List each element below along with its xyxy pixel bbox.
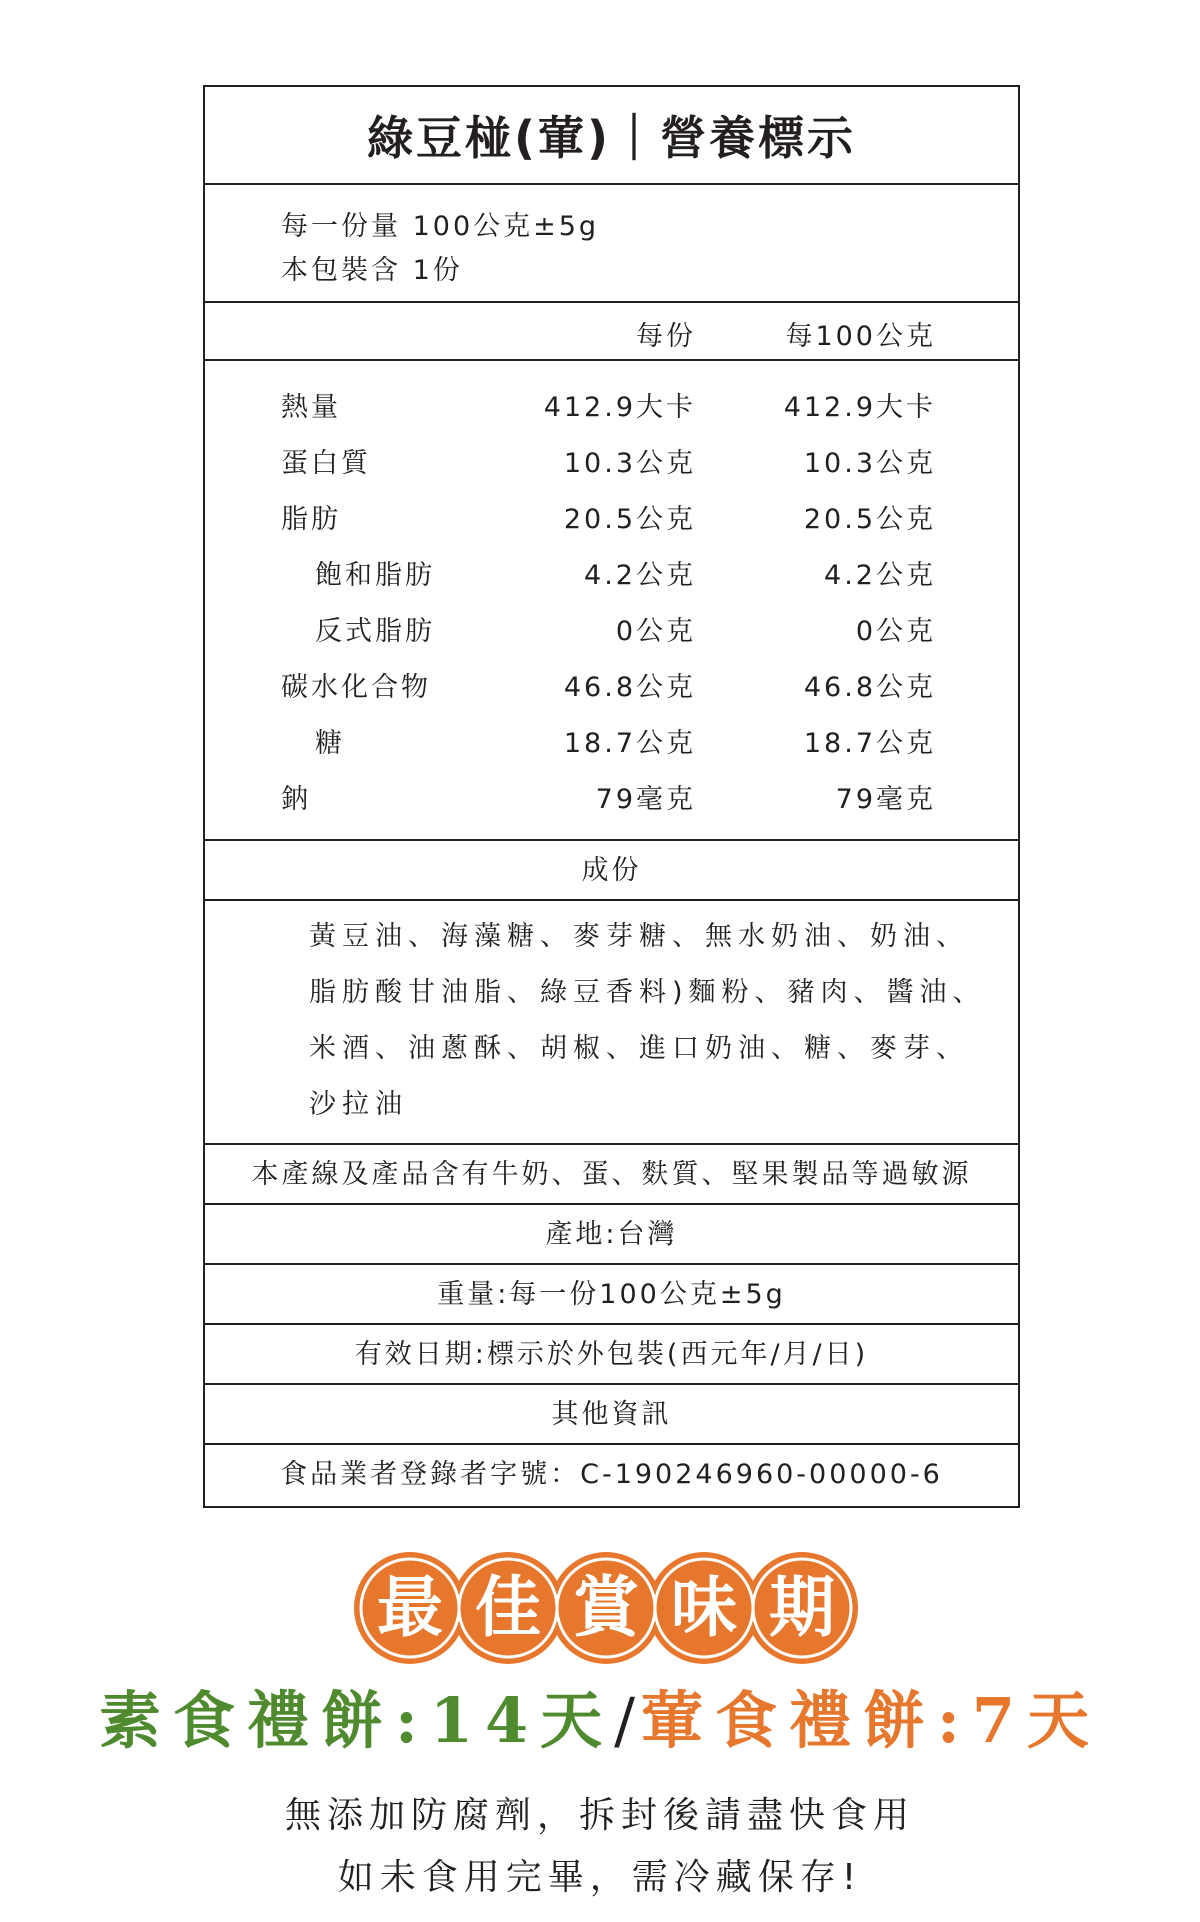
nutrient-value-per-100g: 18.7公克 <box>803 728 936 759</box>
divider <box>205 1203 1018 1205</box>
nutrient-name: 蛋白質 <box>281 448 371 479</box>
nutrient-value-per-serving: 412.9大卡 <box>543 392 696 423</box>
badge-character: 期 <box>769 1568 835 1646</box>
weight: 重量:每一份100公克±5g <box>437 1279 786 1310</box>
best-before-badge <box>340 1548 872 1668</box>
divider <box>205 839 1018 841</box>
nutrient-name: 熱量 <box>281 392 341 423</box>
nutrient-value-per-100g: 46.8公克 <box>803 672 936 703</box>
nutrient-name: 碳水化合物 <box>281 672 431 703</box>
nutrient-value-per-serving: 10.3公克 <box>563 448 696 479</box>
nutrient-value-per-100g: 10.3公克 <box>803 448 936 479</box>
nutrient-value-per-serving: 0公克 <box>615 616 696 647</box>
divider <box>205 1443 1018 1445</box>
meat-shelf-life: 葷食禮餅:7天 <box>641 1684 1102 1757</box>
expiry-date: 有效日期:標示於外包裝(西元年/月/日) <box>354 1339 869 1370</box>
badge-character: 味 <box>671 1568 737 1646</box>
nutrient-value-per-serving: 18.7公克 <box>563 728 696 759</box>
other-info-heading: 其他資訊 <box>551 1399 672 1430</box>
divider <box>205 359 1018 361</box>
nutrient-value-per-100g: 79毫克 <box>835 784 936 815</box>
servings-per-package: 本包裝含 1份 <box>281 255 463 286</box>
divider <box>205 301 1018 303</box>
vegetarian-shelf-life: 素食禮餅:14天 <box>98 1684 615 1757</box>
nutrition-label-panel <box>203 85 1020 1508</box>
nutrient-name: 反式脂肪 <box>315 616 435 647</box>
badge-character: 最 <box>377 1568 443 1646</box>
column-header-per-serving: 每份 <box>636 321 696 352</box>
registration-number: 食品業者登錄者字號：C-190246960-00000-6 <box>280 1459 943 1490</box>
divider <box>205 1143 1018 1145</box>
divider <box>205 1383 1018 1385</box>
ingredients-heading: 成份 <box>581 855 642 886</box>
nutrient-value-per-100g: 4.2公克 <box>824 560 936 591</box>
no-preservatives-note: 無添加防腐劑，拆封後請盡快食用 <box>284 1795 915 1836</box>
shelf-life-separator: / <box>614 1684 642 1757</box>
serving-size: 每一份量 100公克±5g <box>281 211 600 242</box>
divider <box>205 1263 1018 1265</box>
nutrient-value-per-100g: 20.5公克 <box>803 504 936 535</box>
badge-character: 賞 <box>573 1568 639 1646</box>
origin: 產地:台灣 <box>545 1219 678 1250</box>
ingredients-line: 脂肪酸甘油脂、綠豆香料)麵粉、豬肉、醬油、 <box>309 977 986 1008</box>
shelf-life <box>0 1684 1200 1757</box>
badge-character: 佳 <box>475 1568 541 1646</box>
ingredients-line: 黃豆油、海藻糖、麥芽糖、無水奶油、奶油、 <box>309 921 969 952</box>
allergen-statement: 本產線及產品含有牛奶、蛋、麩質、堅果製品等過敏源 <box>251 1159 972 1190</box>
nutrient-value-per-100g: 412.9大卡 <box>783 392 936 423</box>
nutrient-name: 糖 <box>315 728 345 759</box>
nutrient-value-per-serving: 79毫克 <box>595 784 696 815</box>
divider <box>205 183 1018 185</box>
nutrient-value-per-100g: 0公克 <box>855 616 936 647</box>
nutrient-value-per-serving: 20.5公克 <box>563 504 696 535</box>
nutrient-name: 脂肪 <box>281 504 341 535</box>
refrigerate-note: 如未食用完畢，需冷藏保存! <box>337 1857 863 1898</box>
column-header-per-100g: 每100公克 <box>785 321 936 352</box>
nutrient-name: 飽和脂肪 <box>315 560 435 591</box>
divider <box>205 899 1018 901</box>
ingredients-line: 沙拉油 <box>309 1089 408 1120</box>
label-title: 綠豆椪(葷)｜營養標示 <box>366 111 857 165</box>
divider <box>205 1323 1018 1325</box>
nutrient-value-per-serving: 4.2公克 <box>584 560 696 591</box>
nutrient-value-per-serving: 46.8公克 <box>563 672 696 703</box>
ingredients-line: 米酒、油蔥酥、胡椒、進口奶油、糖、麥芽、 <box>309 1033 969 1064</box>
nutrient-name: 鈉 <box>281 784 311 815</box>
